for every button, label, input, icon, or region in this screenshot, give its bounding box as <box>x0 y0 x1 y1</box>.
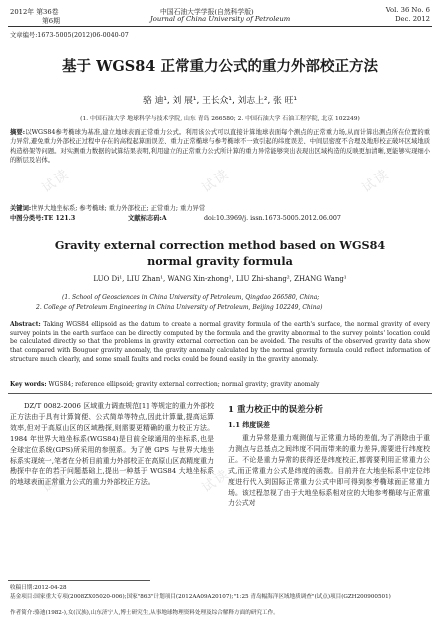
document-code: 文献标志码:A <box>128 215 167 222</box>
article-number: 文章编号:1673-5005(2012)06-0040-07 <box>10 32 129 39</box>
authors-en: LUO Di¹, LIU Zhan¹, WANG Xin-zhong¹, LIU Zhi-shang², ZHANG Wang¹ <box>93 275 347 283</box>
watermark: 试读 <box>359 166 393 196</box>
title-en-line1: Gravity external correction method based on WGS84 <box>54 238 386 252</box>
header-journal-en: Journal of China University of Petroleum <box>150 15 291 23</box>
abstract-en <box>10 321 430 365</box>
footnote-funding: 基金项目:国家重大专项(2008ZX05020-006);国家"863"计划项目(2012AA09A20107);"1:25 青岛幅海洋区域地质调查"(试点)项目(GZH200900501) <box>10 594 391 600</box>
header-rule <box>8 26 432 27</box>
authors-cn: 骆 迪¹, 刘 展¹, 王长众¹, 刘志上², 张 旺¹ <box>143 96 297 106</box>
affiliation-en-1: (1. School of Geosciences in China University of Petroleum, Qingdao 266580, China; <box>62 294 320 301</box>
abstract-cn-text: 以WGS84参考椭球为基准,建立地球表面正常重力公式。利用该公式可以直接计算地球表面每个测点的正常重力场,从而计算出测点所在位置的重力异常,避免重力外部校正过程中存在的高程起算面误差、重力正常椭球与参考椭球不一致引起的纬度误差、中间层密度不合理及地形校正破坏区域地质构造格架等问题。对实测重力数据的试算结果表明,利用建立的正常重力公式所计算的重力异常能够突出表现出区域构造的反映更加清晰,更能够实现细小的断层及岩体。 <box>10 129 430 165</box>
abstract-cn <box>10 128 430 166</box>
keywords-cn <box>10 204 430 213</box>
clc-number: 中图分类号:TE 121.3 <box>10 215 76 222</box>
section-heading: 1 重力校正中的误差分析 <box>228 405 323 415</box>
header-volume-en: Vol. 36 No. 6 <box>385 6 430 14</box>
abstract-divider <box>8 393 432 394</box>
abstract-en-label: Abstract: <box>10 321 41 328</box>
abstract-cn-label: 摘要: <box>10 129 26 136</box>
footnote-rule <box>8 580 150 581</box>
keywords-en-label: Key words: <box>10 381 47 388</box>
watermark: 试读 <box>199 466 233 496</box>
doi: doi:10.3969/j. issn.1673-5005.2012.06.007 <box>204 215 341 222</box>
running-header-line2 <box>10 15 430 25</box>
watermark: 试读 <box>199 166 233 196</box>
right-column-paragraph: 重力异常是重力观测值与正常重力场的差值,为了消除由于重力测点与总基点之间纬度不同而带来的重力差异,需要进行纬度校正。不论是重力异常的获得还是纬度校正,都需要利用正常重力公式,而正常重力公式是纬度的函数。目前并在大地坐标系中定位纬度进行代入到国际正常重力公式中即可得到参考椭球面正常重力场。该过程忽视了由于大地坐标系相对应的大地参考椭球与正常重力公式对 <box>228 434 430 508</box>
affiliation-en-2: 2. College of Petroleum Engineering in China University of Petroleum, Beijing 102249, China) <box>36 304 323 311</box>
watermark: 试读 <box>39 466 73 496</box>
keywords-en <box>10 380 430 389</box>
abstract-en-text: Taking WGS84 ellipsoid as the datum to create a normal gravity formula of the earth's surface, the normal gravity of every survey points in the earth surface can be directly computed by the formula and the gravity abnormal to the survey points' location could be calculated directly so that the problems in gravity external correction can be avoided. The results of the observed gravity data show that compared with Bouguer gravity anomaly, the gravity anomaly calculated by the normal gravity formula could reflect information of structure much clearly, and some small faults and rocks could be found easily in the gravity anomaly. <box>10 321 430 363</box>
header-journal-cn: 中国石油大学学报(自然科学版) <box>160 8 254 16</box>
header-issue-cn: 第6期 <box>42 17 60 25</box>
classification-line <box>10 214 430 224</box>
keywords-cn-text: 世界大地坐标系; 参考椭球; 重力外部校正; 正常重力; 重力异常 <box>31 205 206 212</box>
footnote-bio: 作者简介:骆迪(1982-),女(汉族),山东济宁人,博士研究生,从事地球物理资料处理及综合解释方面的研究工作。 <box>10 610 279 616</box>
affiliations-cn: (1. 中国石油大学 地球科学与技术学院, 山东 青岛 266580; 2. 中国石油大学 石油工程学院, 北京 102249) <box>80 116 360 122</box>
header-date-en: Dec. 2012 <box>395 15 430 23</box>
title-en-line2: normal gravity formula <box>147 254 293 268</box>
page-title: 基于 WGS84 正常重力公式的重力外部校正方法 <box>62 58 378 75</box>
watermark: 试读 <box>359 466 393 496</box>
left-column-intro: DZ/T 0082-2006 区域重力调查规范[1] 等规定的重力外部校正方法由于具有计算简便、公式简单等特点,因此计算量,提高运算效率,但对于高原山区的区域勘探,则需要更精确的重力校正方法。1984 年世界大地坐标系(WGS84)是目前全球通用的坐标系,也是全球定位系统(GPS)所采用的参照系。为了使 GPS 与世界大地坐标系实现统一,笔者在分析目前重力外部校正在高原山区高精度重力勘探中存在的若干问题基础上,提出一种基于 WGS84 大地坐标系的地球表面正常重力公式的重力外部校正方法。 <box>10 402 214 487</box>
subsection-heading: 1.1 纬度误差 <box>228 421 270 429</box>
footnote-received: 收稿日期:2012-04-28 <box>10 585 67 591</box>
header-year-volume: 2012年 第36卷 <box>10 8 59 16</box>
keywords-en-text: WGS84; reference ellipsoid; gravity external correction; normal gravity; gravity anomaly <box>48 381 320 388</box>
keywords-cn-label: 关键词: <box>10 205 32 212</box>
watermark: 试读 <box>39 166 73 196</box>
